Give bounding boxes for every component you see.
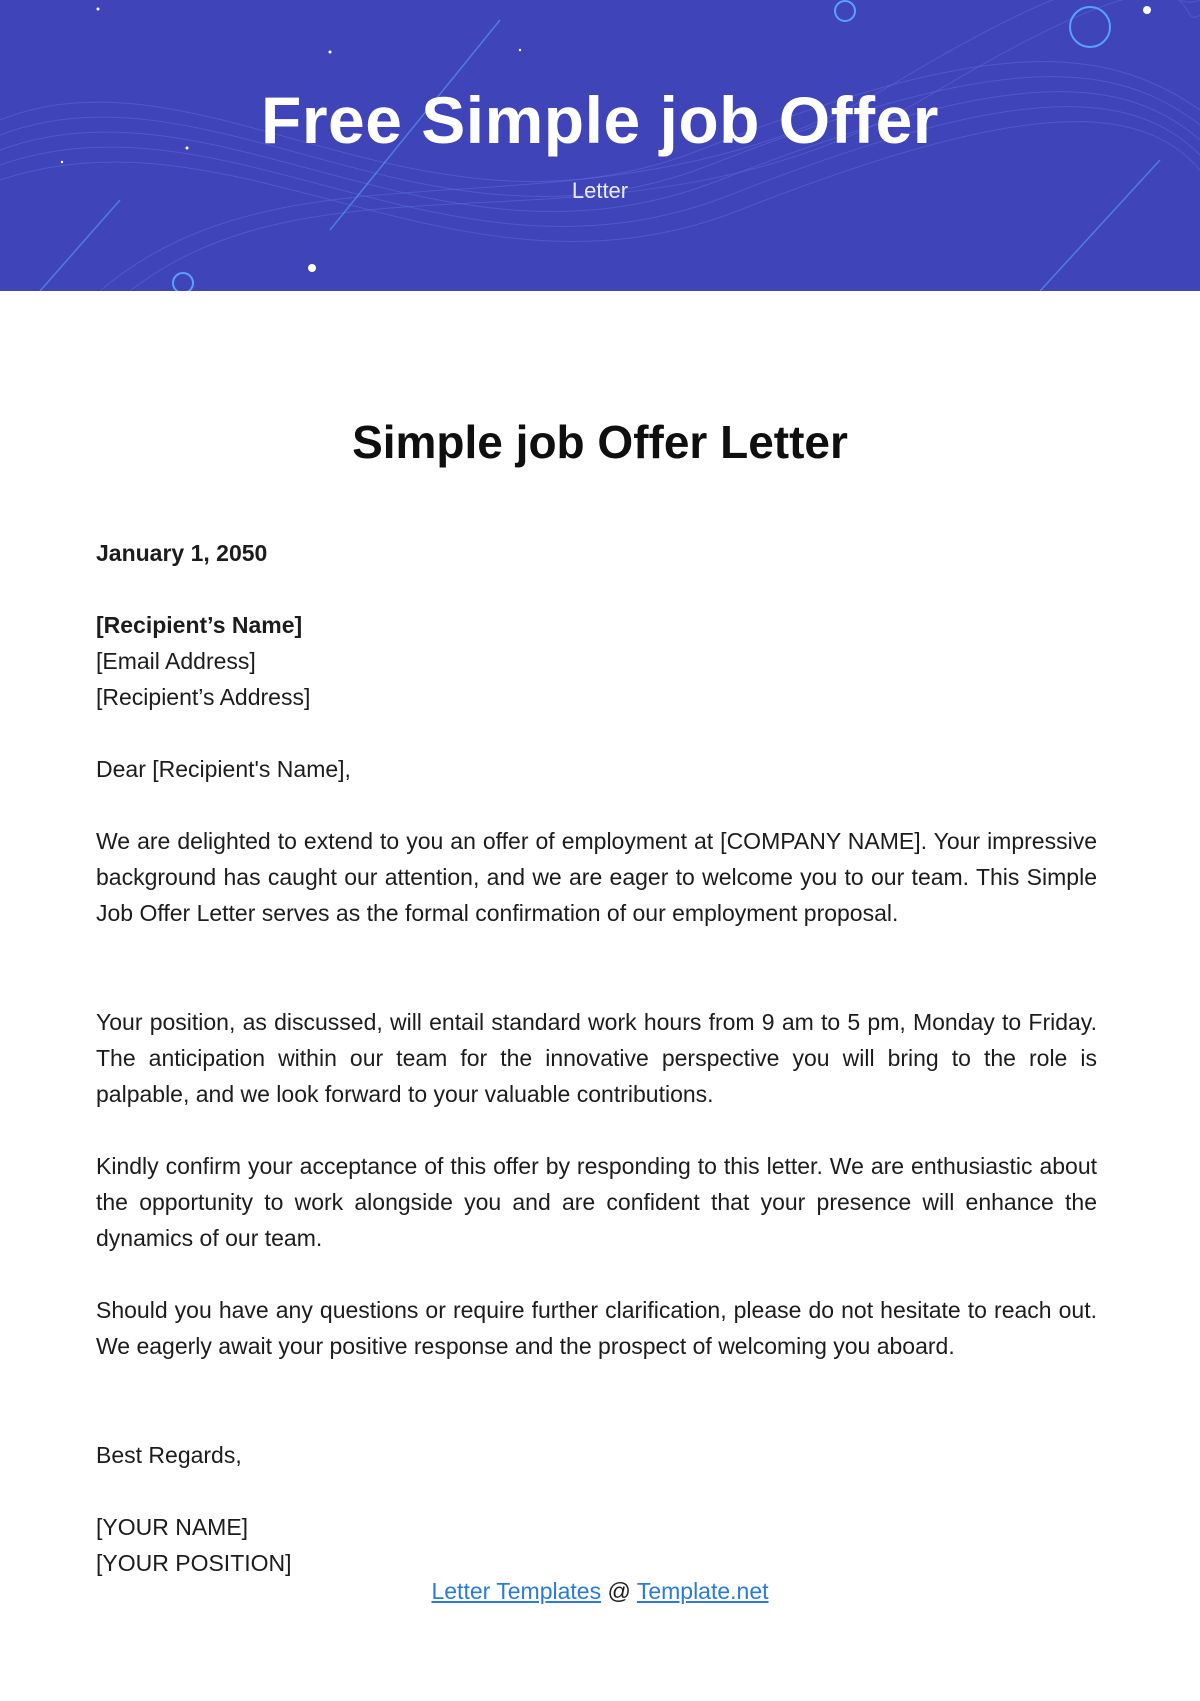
signature-name: [YOUR NAME] [96,1514,249,1540]
recipient-name: [Recipient’s Name] [96,612,303,638]
salutation: Dear [Recipient's Name], [96,756,351,782]
paragraph-3: Kindly confirm your acceptance of this offer by responding to this letter. We are enthusiastic about the opportunity to work alongside you and are confident that your presence will enhance the dynamics of our team. [96,1153,1097,1251]
template-net-link[interactable]: Template.net [636,1578,769,1604]
header-banner [0,0,1200,291]
paragraph-1: We are delighted to extend to you an offer of employment at [COMPANY NAME]. Your impressive background has caught our attention, and we are eager to welcome you to our team. This Simple Job Offer Letter serves as the formal confirmation of our employment proposal. [96,828,1097,926]
letter-templates-link[interactable]: Letter Templates [431,1578,602,1604]
banner-title: Free Simple job Offer [261,83,939,157]
document-title: Simple job Offer Letter [352,416,848,468]
recipient-email: [Email Address] [96,648,256,674]
closing: Best Regards, [96,1442,242,1468]
recipient-address: [Recipient’s Address] [96,684,311,710]
banner-subtitle: Letter [571,178,629,203]
paragraph-4: Should you have any questions or require further clarification, please do not hesitate to reach out. We eagerly await your positive response and the prospect of welcoming you aboard. [96,1297,1097,1359]
signature-position: [YOUR POSITION] [96,1550,292,1576]
footer [0,1578,1200,1605]
footer-separator: @ [607,1578,631,1604]
paragraph-2: Your position, as discussed, will entail standard work hours from 9 am to 5 pm, Monday to Friday. The anticipation within our team for the innovative perspective you will bring to the role is palpable, and we look forward to your valuable contributions. [96,1009,1097,1107]
letter-date: January 1, 2050 [96,540,268,566]
